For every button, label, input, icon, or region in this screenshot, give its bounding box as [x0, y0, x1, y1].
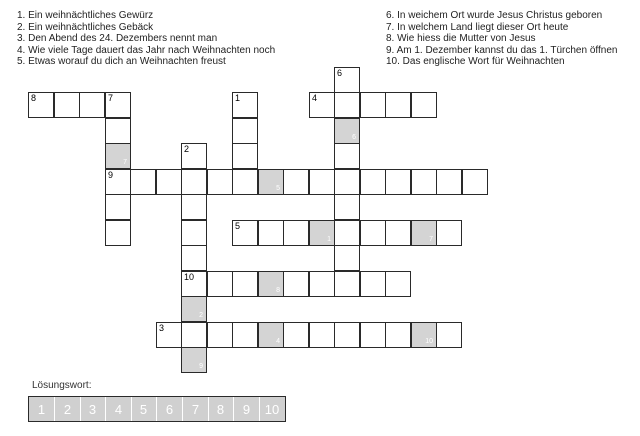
grid-cell[interactable]: [181, 322, 207, 348]
grid-cell[interactable]: [283, 169, 309, 195]
grid-cell[interactable]: [462, 169, 488, 195]
solution-cell[interactable]: 5: [131, 397, 157, 421]
clue-number: 4: [312, 93, 318, 103]
grid-cell[interactable]: [309, 92, 335, 118]
solution-cell[interactable]: 2: [55, 397, 81, 421]
grid-cell[interactable]: [130, 169, 156, 195]
grid-cell[interactable]: [360, 271, 386, 297]
grid-cell[interactable]: [105, 194, 131, 220]
grid-cell[interactable]: [411, 92, 437, 118]
grid-cell[interactable]: [258, 169, 284, 195]
solution-cell[interactable]: 6: [157, 397, 183, 421]
grid-cell[interactable]: [309, 271, 335, 297]
solution-cell[interactable]: 9: [234, 397, 260, 421]
grid-cell[interactable]: [283, 271, 309, 297]
grid-cell[interactable]: [181, 220, 207, 246]
clue-number: 7: [108, 93, 114, 103]
grid-cell[interactable]: [232, 220, 258, 246]
solution-word-row: [28, 396, 286, 422]
grid-cell[interactable]: [105, 220, 131, 246]
grid-cell[interactable]: [156, 322, 182, 348]
grid-cell[interactable]: [232, 92, 258, 118]
clue-number: 5: [235, 221, 241, 231]
grid-cell[interactable]: [334, 67, 360, 93]
grid-cell[interactable]: [411, 322, 437, 348]
grid-cell[interactable]: [385, 322, 411, 348]
solution-index: 9: [199, 363, 203, 370]
grid-cell[interactable]: [334, 220, 360, 246]
solution-cell[interactable]: 3: [80, 397, 106, 421]
grid-cell[interactable]: [258, 220, 284, 246]
grid-cell[interactable]: [181, 245, 207, 271]
solution-index: 7: [123, 159, 127, 166]
grid-cell[interactable]: [334, 143, 360, 169]
grid-cell[interactable]: [309, 220, 335, 246]
solution-cell[interactable]: 10: [264, 401, 280, 417]
clue-9: 9. Am 1. Dezember kannst du das 1. Türchen öffnen: [386, 44, 618, 56]
grid-cell[interactable]: [334, 271, 360, 297]
grid-cell[interactable]: [181, 347, 207, 373]
grid-cell[interactable]: [436, 220, 462, 246]
grid-cell[interactable]: [207, 169, 233, 195]
grid-cell[interactable]: [360, 169, 386, 195]
grid-cell[interactable]: [156, 169, 182, 195]
clue-1: 1. Ein weihnächtliches Gewürz: [17, 10, 154, 21]
clue-number: 1: [235, 93, 241, 103]
grid-cell[interactable]: [232, 118, 258, 144]
solution-index: 5: [276, 185, 280, 192]
grid-cell[interactable]: [385, 92, 411, 118]
grid-cell[interactable]: [309, 322, 335, 348]
solution-index: 1: [327, 236, 331, 243]
grid-cell[interactable]: [181, 271, 207, 297]
grid-cell[interactable]: [411, 220, 437, 246]
grid-cell[interactable]: [181, 169, 207, 195]
clue-10: 10. Das englische Wort für Weihnachten: [386, 56, 565, 67]
grid-cell[interactable]: [181, 143, 207, 169]
grid-cell[interactable]: [436, 169, 462, 195]
grid-cell[interactable]: [105, 92, 131, 118]
grid-cell[interactable]: [385, 220, 411, 246]
grid-cell[interactable]: [334, 194, 360, 220]
solution-index: 4: [276, 338, 280, 345]
solution-cell[interactable]: 4: [106, 397, 132, 421]
grid-cell[interactable]: [54, 92, 80, 118]
clue-number: 3: [159, 323, 165, 333]
grid-cell[interactable]: [283, 322, 309, 348]
solution-index: 2: [199, 312, 203, 319]
grid-cell[interactable]: [334, 322, 360, 348]
grid-cell[interactable]: [334, 245, 360, 271]
solution-cell[interactable]: 8: [208, 397, 234, 421]
grid-cell[interactable]: [232, 271, 258, 297]
grid-cell[interactable]: [79, 92, 105, 118]
clue-6: 6. In weichem Ort wurde Jesus Christus geboren: [386, 10, 603, 21]
solution-index: 7: [429, 236, 433, 243]
grid-cell[interactable]: [334, 118, 360, 144]
grid-cell[interactable]: [360, 92, 386, 118]
grid-cell[interactable]: [181, 194, 207, 220]
grid-cell[interactable]: [232, 322, 258, 348]
grid-cell[interactable]: [334, 92, 360, 118]
grid-cell[interactable]: [385, 271, 411, 297]
grid-cell[interactable]: [258, 322, 284, 348]
grid-cell[interactable]: [232, 169, 258, 195]
grid-cell[interactable]: [283, 220, 309, 246]
clue-2: 2. Ein weihnächtliches Gebäck: [17, 21, 154, 33]
grid-cell[interactable]: [181, 296, 207, 322]
grid-cell[interactable]: [309, 169, 335, 195]
solution-label: Lösungswort:: [32, 380, 92, 391]
solution-index: 8: [276, 287, 280, 294]
grid-cell[interactable]: [105, 169, 131, 195]
clue-3: 3. Den Abend des 24. Dezembers nennt man: [17, 33, 218, 44]
grid-cell[interactable]: [105, 143, 131, 169]
grid-cell[interactable]: [105, 118, 131, 144]
clue-8: 8. Wie hiess die Mutter von Jesus: [386, 33, 536, 44]
grid-cell[interactable]: [28, 92, 54, 118]
grid-cell[interactable]: [436, 322, 462, 348]
solution-cell[interactable]: 7: [183, 397, 209, 421]
solution-index: 10: [425, 338, 433, 345]
grid-cell[interactable]: [334, 169, 360, 195]
solution-cell[interactable]: 1: [29, 397, 55, 421]
solution-index: 6: [352, 134, 356, 141]
grid-cell[interactable]: [385, 169, 411, 195]
clue-number: 10: [184, 272, 195, 282]
clue-number: 6: [337, 68, 343, 78]
clue-4: 4. Wie viele Tage dauert das Jahr nach Weihnachten noch: [17, 44, 276, 56]
clue-number: 2: [184, 144, 190, 154]
grid-cell[interactable]: [360, 322, 386, 348]
clue-number: 9: [108, 170, 114, 180]
clue-5: 5. Etwas worauf du dich an Weihnachten freust: [17, 56, 226, 67]
grid-cell[interactable]: [207, 271, 233, 297]
grid-cell[interactable]: [207, 322, 233, 348]
clue-number: 8: [31, 93, 37, 103]
grid-cell[interactable]: [360, 220, 386, 246]
grid-cell[interactable]: [232, 143, 258, 169]
grid-cell[interactable]: [258, 271, 284, 297]
grid-cell[interactable]: [411, 169, 437, 195]
clue-7: 7. In welchem Land liegt dieser Ort heute: [386, 21, 569, 33]
